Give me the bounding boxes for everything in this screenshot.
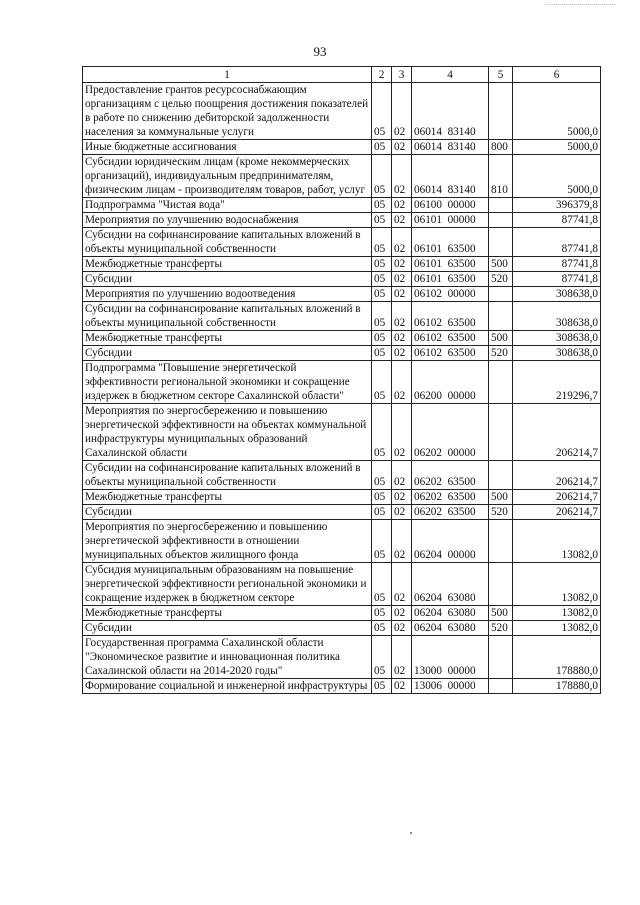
column-header-3: 3 (392, 67, 412, 83)
table-row (83, 636, 601, 679)
table-row (83, 198, 601, 213)
cell-target-article: 06100 00000 (412, 198, 489, 213)
table-row (83, 331, 601, 346)
column-header-5: 5 (489, 67, 513, 83)
cell-name: Субсидии (83, 621, 372, 636)
cell-amount: 13082,0 (513, 520, 601, 563)
cell-subsection: 02 (392, 636, 412, 679)
cell-expense-type (489, 198, 513, 213)
cell-expense-type (489, 213, 513, 228)
cell-expense-type: 500 (489, 606, 513, 621)
cell-target-article: 06202 00000 (412, 404, 489, 461)
cell-amount: 308638,0 (513, 302, 601, 331)
cell-subsection: 02 (392, 505, 412, 520)
cell-amount: 13082,0 (513, 606, 601, 621)
cell-expense-type: 520 (489, 272, 513, 287)
cell-amount: 87741,8 (513, 228, 601, 257)
cell-section: 05 (372, 520, 392, 563)
cell-subsection: 02 (392, 621, 412, 636)
cell-amount: 5000,0 (513, 83, 601, 140)
cell-expense-type: 520 (489, 621, 513, 636)
cell-amount: 13082,0 (513, 621, 601, 636)
table-row (83, 272, 601, 287)
cell-section: 05 (372, 636, 392, 679)
cell-subsection: 02 (392, 563, 412, 606)
table-row (83, 361, 601, 404)
cell-target-article: 06014 83140 (412, 140, 489, 155)
cell-name: Подпрограмма "Чистая вода" (83, 198, 372, 213)
cell-section: 05 (372, 563, 392, 606)
cell-expense-type (489, 228, 513, 257)
column-header-6: 6 (513, 67, 601, 83)
cell-amount: 13082,0 (513, 563, 601, 606)
cell-name: Субсидии на софинансирование капитальных вложений в объекты муниципальной собственности (83, 302, 372, 331)
scan-speck (410, 832, 412, 834)
cell-amount: 308638,0 (513, 331, 601, 346)
cell-subsection: 02 (392, 228, 412, 257)
cell-name: Мероприятия по энергосбережению и повышению энергетической эффективности на объектах коммунальной инфраструктуры муниципальных образований Сахалинской области (83, 404, 372, 461)
table-row (83, 140, 601, 155)
cell-target-article: 06102 63500 (412, 346, 489, 361)
cell-name: Субсидии (83, 272, 372, 287)
cell-expense-type: 520 (489, 505, 513, 520)
cell-expense-type (489, 520, 513, 563)
cell-name: Межбюджетные трансферты (83, 606, 372, 621)
cell-name: Подпрограмма "Повышение энергетической эффективности региональной экономики и сокращение издержек в бюджетном секторе Сахалинской области" (83, 361, 372, 404)
cell-section: 05 (372, 361, 392, 404)
cell-name: Предоставление грантов ресурсоснабжающим организациям с целью поощрения достижения показателей в работе по снижению дебиторской задолженности населения за коммунальные услуги (83, 83, 372, 140)
table-row (83, 621, 601, 636)
cell-target-article: 06200 00000 (412, 361, 489, 404)
cell-expense-type: 800 (489, 140, 513, 155)
budget-table (82, 66, 601, 694)
cell-section: 05 (372, 302, 392, 331)
page-number: 93 (313, 44, 327, 59)
cell-name: Субсидии юридическим лицам (кроме некоммерческих организаций), индивидуальным предпринимателям, физическим лицам - производителям товаров, работ, услуг (83, 155, 372, 198)
cell-amount: 219296,7 (513, 361, 601, 404)
cell-subsection: 02 (392, 606, 412, 621)
table-row (83, 490, 601, 505)
cell-expense-type (489, 461, 513, 490)
column-header-2: 2 (372, 67, 392, 83)
cell-section: 05 (372, 83, 392, 140)
cell-target-article: 06202 63500 (412, 505, 489, 520)
cell-section: 05 (372, 198, 392, 213)
cell-amount: 206214,7 (513, 404, 601, 461)
table-row (83, 404, 601, 461)
cell-expense-type (489, 361, 513, 404)
cell-subsection: 02 (392, 361, 412, 404)
table-body (83, 83, 601, 694)
cell-subsection: 02 (392, 257, 412, 272)
cell-target-article: 06102 63500 (412, 331, 489, 346)
cell-section: 05 (372, 257, 392, 272)
cell-expense-type: 500 (489, 257, 513, 272)
cell-amount: 178880,0 (513, 679, 601, 694)
table-row (83, 83, 601, 140)
table-row (83, 287, 601, 302)
column-header-1: 1 (83, 67, 372, 83)
cell-subsection: 02 (392, 140, 412, 155)
cell-target-article: 06202 63500 (412, 490, 489, 505)
cell-section: 05 (372, 213, 392, 228)
cell-subsection: 02 (392, 213, 412, 228)
cell-target-article: 13006 00000 (412, 679, 489, 694)
cell-expense-type: 500 (489, 490, 513, 505)
cell-expense-type: 500 (489, 331, 513, 346)
cell-amount: 87741,8 (513, 257, 601, 272)
cell-name: Иные бюджетные ассигнования (83, 140, 372, 155)
cell-subsection: 02 (392, 331, 412, 346)
cell-amount: 5000,0 (513, 155, 601, 198)
cell-section: 05 (372, 155, 392, 198)
cell-target-article: 06101 00000 (412, 213, 489, 228)
cell-subsection: 02 (392, 461, 412, 490)
cell-subsection: 02 (392, 404, 412, 461)
cell-expense-type (489, 679, 513, 694)
cell-name: Субсидии на софинансирование капитальных вложений в объекты муниципальной собственности (83, 461, 372, 490)
cell-target-article: 06014 83140 (412, 83, 489, 140)
cell-amount: 206214,7 (513, 461, 601, 490)
cell-target-article: 06204 63080 (412, 563, 489, 606)
table-row (83, 520, 601, 563)
cell-name: Субсидии на софинансирование капитальных вложений в объекты муниципальной собственности (83, 228, 372, 257)
table-row (83, 461, 601, 490)
cell-subsection: 02 (392, 346, 412, 361)
cell-section: 05 (372, 621, 392, 636)
cell-target-article: 06101 63500 (412, 257, 489, 272)
cell-subsection: 02 (392, 198, 412, 213)
column-header-4: 4 (412, 67, 489, 83)
cell-section: 05 (372, 679, 392, 694)
table-row (83, 155, 601, 198)
cell-section: 05 (372, 606, 392, 621)
cell-section: 05 (372, 272, 392, 287)
cell-expense-type (489, 83, 513, 140)
cell-expense-type: 520 (489, 346, 513, 361)
cell-expense-type (489, 636, 513, 679)
cell-amount: 87741,8 (513, 272, 601, 287)
cell-section: 05 (372, 461, 392, 490)
table-row (83, 679, 601, 694)
cell-subsection: 02 (392, 302, 412, 331)
cell-expense-type (489, 287, 513, 302)
cell-amount: 178880,0 (513, 636, 601, 679)
table-row (83, 505, 601, 520)
cell-amount: 308638,0 (513, 346, 601, 361)
cell-section: 05 (372, 490, 392, 505)
table-row (83, 563, 601, 606)
cell-name: Мероприятия по улучшению водоснабжения (83, 213, 372, 228)
cell-expense-type: 810 (489, 155, 513, 198)
cell-expense-type (489, 563, 513, 606)
cell-target-article: 06202 63500 (412, 461, 489, 490)
cell-expense-type (489, 404, 513, 461)
cell-target-article: 06204 63080 (412, 606, 489, 621)
cell-name: Государственная программа Сахалинской области "Экономическое развитие и инновационная политика Сахалинской области на 2014-2020 годы" (83, 636, 372, 679)
table-row (83, 606, 601, 621)
table-row (83, 228, 601, 257)
cell-amount: 396379,8 (513, 198, 601, 213)
cell-section: 05 (372, 505, 392, 520)
cell-amount: 206214,7 (513, 490, 601, 505)
cell-name: Формирование социальной и инженерной инфраструктуры (83, 679, 372, 694)
cell-name: Межбюджетные трансферты (83, 490, 372, 505)
cell-target-article: 06102 63500 (412, 302, 489, 331)
cell-target-article: 06014 83140 (412, 155, 489, 198)
table-row (83, 257, 601, 272)
cell-amount: 87741,8 (513, 213, 601, 228)
cell-target-article: 13000 00000 (412, 636, 489, 679)
scan-edge-mark (545, 4, 615, 5)
cell-name: Субсидии (83, 346, 372, 361)
cell-subsection: 02 (392, 287, 412, 302)
cell-expense-type (489, 302, 513, 331)
table-row (83, 213, 601, 228)
cell-subsection: 02 (392, 83, 412, 140)
cell-section: 05 (372, 287, 392, 302)
cell-target-article: 06101 63500 (412, 272, 489, 287)
cell-name: Мероприятия по энергосбережению и повышению энергетической эффективности в отношении муниципальных объектов жилищного фонда (83, 520, 372, 563)
cell-target-article: 06204 63080 (412, 621, 489, 636)
cell-section: 05 (372, 140, 392, 155)
cell-section: 05 (372, 331, 392, 346)
cell-name: Мероприятия по улучшению водоотведения (83, 287, 372, 302)
cell-name: Межбюджетные трансферты (83, 257, 372, 272)
cell-target-article: 06101 63500 (412, 228, 489, 257)
cell-amount: 308638,0 (513, 287, 601, 302)
cell-name: Субсидии (83, 505, 372, 520)
cell-amount: 206214,7 (513, 505, 601, 520)
cell-subsection: 02 (392, 155, 412, 198)
cell-amount: 5000,0 (513, 140, 601, 155)
cell-name: Межбюджетные трансферты (83, 331, 372, 346)
cell-target-article: 06204 00000 (412, 520, 489, 563)
cell-subsection: 02 (392, 520, 412, 563)
cell-subsection: 02 (392, 272, 412, 287)
table-header-row (83, 67, 601, 83)
cell-subsection: 02 (392, 490, 412, 505)
cell-subsection: 02 (392, 679, 412, 694)
cell-target-article: 06102 00000 (412, 287, 489, 302)
cell-name: Субсидия муниципальным образованиям на повышение энергетической эффективности региональной экономики и сокращение издержек в бюджетном секторе (83, 563, 372, 606)
table-row (83, 302, 601, 331)
cell-section: 05 (372, 404, 392, 461)
cell-section: 05 (372, 228, 392, 257)
cell-section: 05 (372, 346, 392, 361)
table-row (83, 346, 601, 361)
